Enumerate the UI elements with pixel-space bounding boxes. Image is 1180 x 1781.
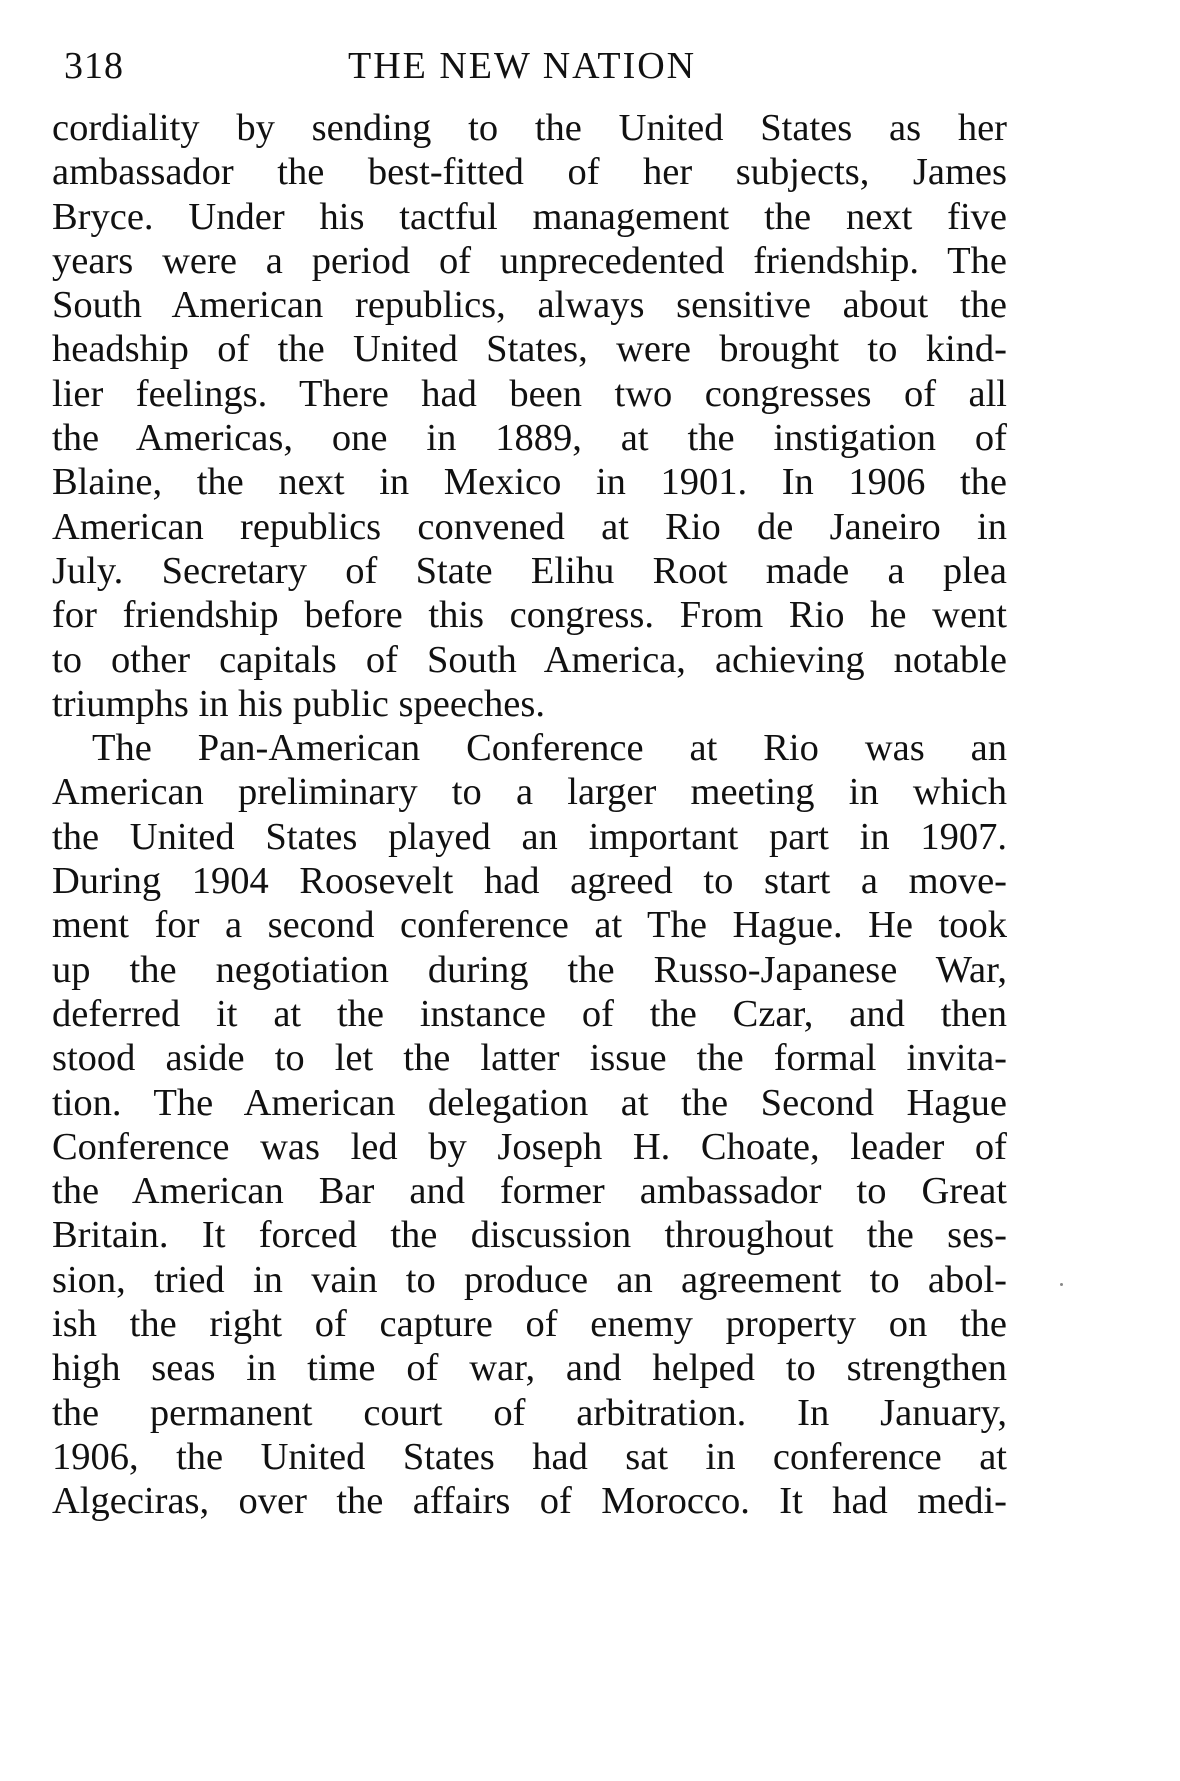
text-line: Britain. It forced the discussion throughout the ses-	[52, 1214, 1007, 1257]
text-line: ment for a second conference at The Hague. He took	[52, 904, 1007, 947]
text-line: Conference was led by Joseph H. Choate, leader of	[52, 1125, 1007, 1168]
running-head	[52, 44, 1007, 106]
body-text	[52, 106, 1007, 1524]
text-line: cordiality by sending to the United States as her	[52, 107, 1007, 149]
scan-speck	[1060, 1283, 1063, 1286]
text-line: ambassador the best-fitted of her subjects, James	[52, 151, 1007, 194]
text-line: high seas in time of war, and helped to strengthen	[52, 1347, 1007, 1390]
text-line: stood aside to let the latter issue the formal invita-	[52, 1037, 1007, 1080]
text-line: ish the right of capture of enemy property on the	[52, 1303, 1007, 1346]
running-title: THE NEW NATION	[348, 45, 697, 87]
text-line: lier feelings. There had been two congresses of all	[52, 372, 1007, 415]
text-line: to other capitals of South America, achieving notable	[52, 638, 1007, 681]
book-page	[52, 44, 1007, 1524]
text-line: 1906, the United States had sat in conference at	[52, 1435, 1007, 1478]
text-line: for friendship before this congress. From Rio he went	[52, 594, 1007, 637]
text-line: American republics convened at Rio de Janeiro in	[52, 505, 1007, 548]
paragraph-2	[52, 726, 1007, 1523]
text-line: the Americas, one in 1889, at the instigation of	[52, 417, 1007, 460]
text-line: headship of the United States, were brought to kind-	[52, 328, 1007, 371]
text-line: the American Bar and former ambassador to Great	[52, 1170, 1007, 1213]
text-line: the permanent court of arbitration. In January,	[52, 1391, 1007, 1434]
text-line: Algeciras, over the affairs of Morocco. It had medi-	[52, 1480, 1007, 1523]
text-line: Blaine, the next in Mexico in 1901. In 1906 the	[52, 461, 1007, 504]
text-line: tion. The American delegation at the Second Hague	[52, 1081, 1007, 1124]
text-line: South American republics, always sensitive about the	[52, 284, 1007, 327]
text-line: sion, tried in vain to produce an agreement to abol-	[52, 1258, 1007, 1301]
text-line: deferred it at the instance of the Czar, and then	[52, 992, 1007, 1035]
paragraph-1	[52, 106, 1007, 726]
text-line: The Pan-American Conference at Rio was an	[92, 727, 1007, 770]
text-line: triumphs in his public speeches.	[52, 682, 545, 725]
text-line: American preliminary to a larger meeting in which	[52, 771, 1007, 814]
text-line: the United States played an important part in 1907.	[52, 815, 1007, 858]
text-line: July. Secretary of State Elihu Root made a plea	[52, 549, 1007, 592]
text-line: During 1904 Roosevelt had agreed to start a move-	[52, 860, 1007, 903]
text-line: up the negotiation during the Russo-Japanese War,	[52, 948, 1007, 991]
text-line: years were a period of unprecedented friendship. The	[52, 239, 1007, 282]
text-line: Bryce. Under his tactful management the next five	[52, 195, 1007, 238]
page-number: 318	[64, 45, 124, 87]
